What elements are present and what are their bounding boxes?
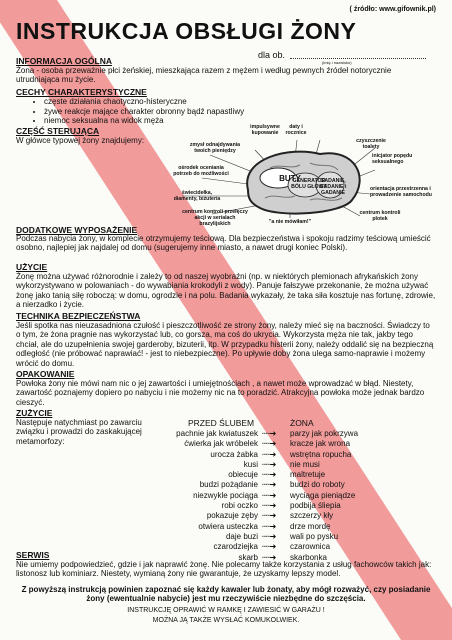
- before-cell: robi oczko: [221, 501, 258, 511]
- list-item: • niemoc seksualna na widok męża: [44, 116, 244, 126]
- dla-label: dla ob.: [258, 50, 286, 60]
- before-cell: obiecuje: [228, 470, 258, 480]
- wife-cell: wyciąga pieniądze: [290, 490, 356, 500]
- section-text-serwis: Nie umiemy podpowiedzieć, gdzie i jak naprawić żonę. Nie polecamy także korzystania z usług fachowców takich jak: listonosz lub kominiarz. Niestety, wymianą żony nie gwarantuje, że uzyskamy lepszy model.: [16, 560, 432, 579]
- table-row: [150, 429, 430, 439]
- before-cell: pachnie jak kwiatuszek: [176, 429, 258, 438]
- wife-cell: skarbonka: [290, 552, 327, 562]
- label-impulsywne: impulsywne kupowanie: [250, 124, 280, 136]
- arrow-icon: ┄┄➜: [262, 552, 276, 562]
- table-row: [150, 470, 430, 480]
- source-note: ( źródło: www.gifownik.pl): [349, 6, 436, 13]
- brain-generator: GENERATOR BÓLU GŁOWY: [291, 178, 327, 190]
- wife-cell: podbija śliepia: [290, 501, 341, 511]
- before-cell: otwiera usteczka: [198, 521, 258, 531]
- label-centrum-seriale: centrum kontroli przełęczy akcji w serialach brazylijskich: [182, 209, 248, 227]
- label-orientacja: orientacja przestrzenna i prowadzenie samochodu: [370, 186, 432, 198]
- section-heading-serwis: SERWIS: [16, 550, 50, 560]
- section-text-zuzycie: Następuje natychmiast po zawarciu związku i prowadzi do zaskakującej metamorfozy:: [16, 418, 142, 446]
- section-text-info: Żona - osoba przeważnie płci żeńskiej, mieszkająca razem z mężem i według pewnych źródeł notorycznie utrudniająca mu życie.: [16, 66, 392, 85]
- label-nie-mowilam: "a nie mówiłam!": [268, 219, 312, 225]
- label-centrum-plotek: centrum kontroli plotek: [359, 210, 401, 222]
- wife-cell: kracze jak wrona: [290, 439, 351, 449]
- label-swiecidelka: świecidełka, diamenty, biżuteria: [173, 190, 221, 202]
- table-row: [150, 491, 430, 501]
- arrow-icon: ┄┄➜: [262, 542, 276, 552]
- label-daty: daty i rocznice: [285, 124, 307, 136]
- wife-cell: wstrętna ropucha: [290, 449, 352, 459]
- wife-cell: drze mordę: [290, 521, 331, 531]
- arrow-icon: ┄┄➜: [262, 449, 276, 459]
- wife-cell: wali po pysku: [290, 531, 339, 541]
- name-hint: (imię i nazwisko): [322, 60, 352, 65]
- table-row: [150, 450, 430, 460]
- label-zmysl: zmysł odnajdywania twoich pieniędzy: [189, 142, 241, 154]
- list-item: • częste działania chaotyczno-histeryczne: [44, 97, 244, 107]
- brain-buty: BUTY: [279, 174, 301, 183]
- before-cell: ćwierka jak wróbelek: [184, 439, 258, 449]
- before-cell: kusi: [243, 459, 258, 469]
- arrow-icon: ┄┄➜: [262, 521, 276, 531]
- brain-gadanie: GADANIE, GADANIE i GADANIE: [319, 178, 347, 196]
- list-item: • żywe reakcje mające charakter obronny bądź napastliwy: [44, 107, 244, 117]
- table-row: [150, 439, 430, 449]
- column-header-before: PRZED ŚLUBEM: [188, 418, 255, 428]
- section-text-czesc: W główce typowej żony znajdujemy:: [16, 136, 145, 145]
- label-osrodek: ośrodek oceniania potrzeb do możliwości: [173, 165, 229, 177]
- wife-cell: maltretuje: [290, 470, 326, 480]
- before-cell: czarodziejka: [213, 542, 258, 552]
- section-heading-dodatkowe: DODATKOWE WYPOSAŻENIE: [16, 225, 138, 235]
- bottom-line-1: INSTRUKCJĘ OPRAWIĆ W RAMKĘ I ZAWIESIĆ W GARAŻU !: [127, 607, 325, 614]
- wife-cell: czarownica: [290, 542, 331, 552]
- section-text-technika: Jeśli spotka nas nieuzasadniona czułość i pieszczotliwość ze strony żony, należy mieć się na baczności. Świadczy to o tym, że żona pragnie nas wykorzystać lub, co gorsza, ma coś do ukrycia. Wykorzysta męża nie tak, jakby tego chciał, ale do uzupełnienia swojej garderoby, bizuterii, itp. W przypadku histerii żony, należy oddalić się na bezpieczną odległość (nie próbować naprawiać! - jest to niebezpieczne). Po upływie doby żona ulega samo-naprawie i możemy wrócić do domu.: [16, 321, 434, 368]
- table-row: [150, 522, 430, 532]
- section-heading-opakowanie: OPAKOWANIE: [16, 369, 75, 379]
- table-row: [150, 511, 430, 521]
- table-row: [150, 532, 430, 542]
- section-heading-zuzycie: ZUŻYCIE: [16, 408, 53, 418]
- arrow-icon: ┄┄➜: [262, 459, 276, 469]
- section-heading-czesc: CZĘŚĆ STERUJĄCA: [16, 126, 100, 136]
- column-header-wife: ŻONA: [290, 418, 314, 428]
- section-heading-cechy: CECHY CHARAKTERYSTYCZNE: [16, 87, 147, 97]
- table-row: [150, 542, 430, 552]
- arrow-icon: ┄┄➜: [262, 470, 276, 480]
- section-text-dodatkowe: Podczas nabycia żony, w komplecie otrzymujemy teściową. Dla bezpieczeństwa i spokoju radzimy teściową umieścić osobno, najlepiej jak najdalej od domu (sugerujemy inne miasto, a nawet drugi koniec Polski).: [16, 234, 431, 253]
- section-heading-uzycie: UŻYCIE: [16, 262, 48, 272]
- arrow-icon: ┄┄➜: [262, 531, 276, 541]
- table-row: [150, 480, 430, 490]
- label-czyszczenie: czyszczenie toalety: [356, 138, 386, 150]
- table-row: [150, 501, 430, 511]
- arrow-icon: ┄┄➜: [262, 429, 276, 438]
- arrow-icon: ┄┄➜: [262, 439, 276, 449]
- section-text-uzycie: Żonę można używać różnorodnie i zależy to od naszej wyobraźni (np. w niektórych plemionach afrykańskich żony wykorzystywano w polowaniach - do wywabiania krokodyli z wody). Panuje fałszywe przekonanie, że można używać żonę jako tanią siłę roboczą: w domu, ogrodzie i na polu. Badania wykazały, że taka siła kosztuje nas fortunę, zdrowie, a nierzadko i życie.: [16, 272, 436, 310]
- before-cell: skarb: [238, 552, 258, 562]
- before-cell: budzi pożądanie: [199, 480, 258, 490]
- before-cell: urocza żabka: [210, 449, 258, 459]
- section-heading-info: INFORMACJA OGÓLNA: [16, 56, 113, 66]
- wife-cell: nie musi: [290, 459, 320, 469]
- comparison-table: [150, 429, 430, 563]
- label-inicjator: inicjator popędu seksualnego: [372, 153, 413, 165]
- table-row: [150, 460, 430, 470]
- section-text-opakowanie: Powłoka żony nie mówi nam nic o jej zawartości i umiejętnościach , a nawet może wprowadzać w błąd. Niestety, zawartość poznajemy dopiero po nabyciu i nie możemy nic na to poradzić. Atrakcyjna powłoka może jednak bardzo cieszyć.: [16, 379, 425, 407]
- name-line: [290, 58, 426, 59]
- arrow-icon: ┄┄➜: [262, 490, 276, 500]
- section-heading-technika: TECHNIKA BEZPIECZEŃSTWA: [16, 311, 141, 321]
- before-cell: pokazuje zęby: [206, 511, 258, 521]
- wife-cell: parzy jak pokrzywa: [290, 429, 359, 438]
- arrow-icon: ┄┄➜: [262, 511, 276, 521]
- before-cell: niezwykle pociąga: [193, 490, 258, 500]
- wife-cell: szczerzy kły: [290, 511, 334, 521]
- wife-cell: budzi do roboty: [290, 480, 345, 490]
- arrow-icon: ┄┄➜: [262, 480, 276, 490]
- final-note: Z powyższą instrukcją powinien zapoznać się każdy kawaler lub żonaty, aby mógł rozważyć, czy posiadanie żony (ewentualnie nabycie) jest mu rzeczywiście niezbędne do szczęścia.: [21, 585, 431, 604]
- arrow-icon: ┄┄➜: [262, 501, 276, 511]
- page-title: INSTRUKCJA OBSŁUGI ŻONY: [16, 18, 357, 44]
- before-cell: daje buzi: [225, 531, 258, 541]
- bottom-line-2: MOŻNA JĄ TAKŻE WYSŁAĆ KOMUKOLWIEK.: [152, 617, 300, 624]
